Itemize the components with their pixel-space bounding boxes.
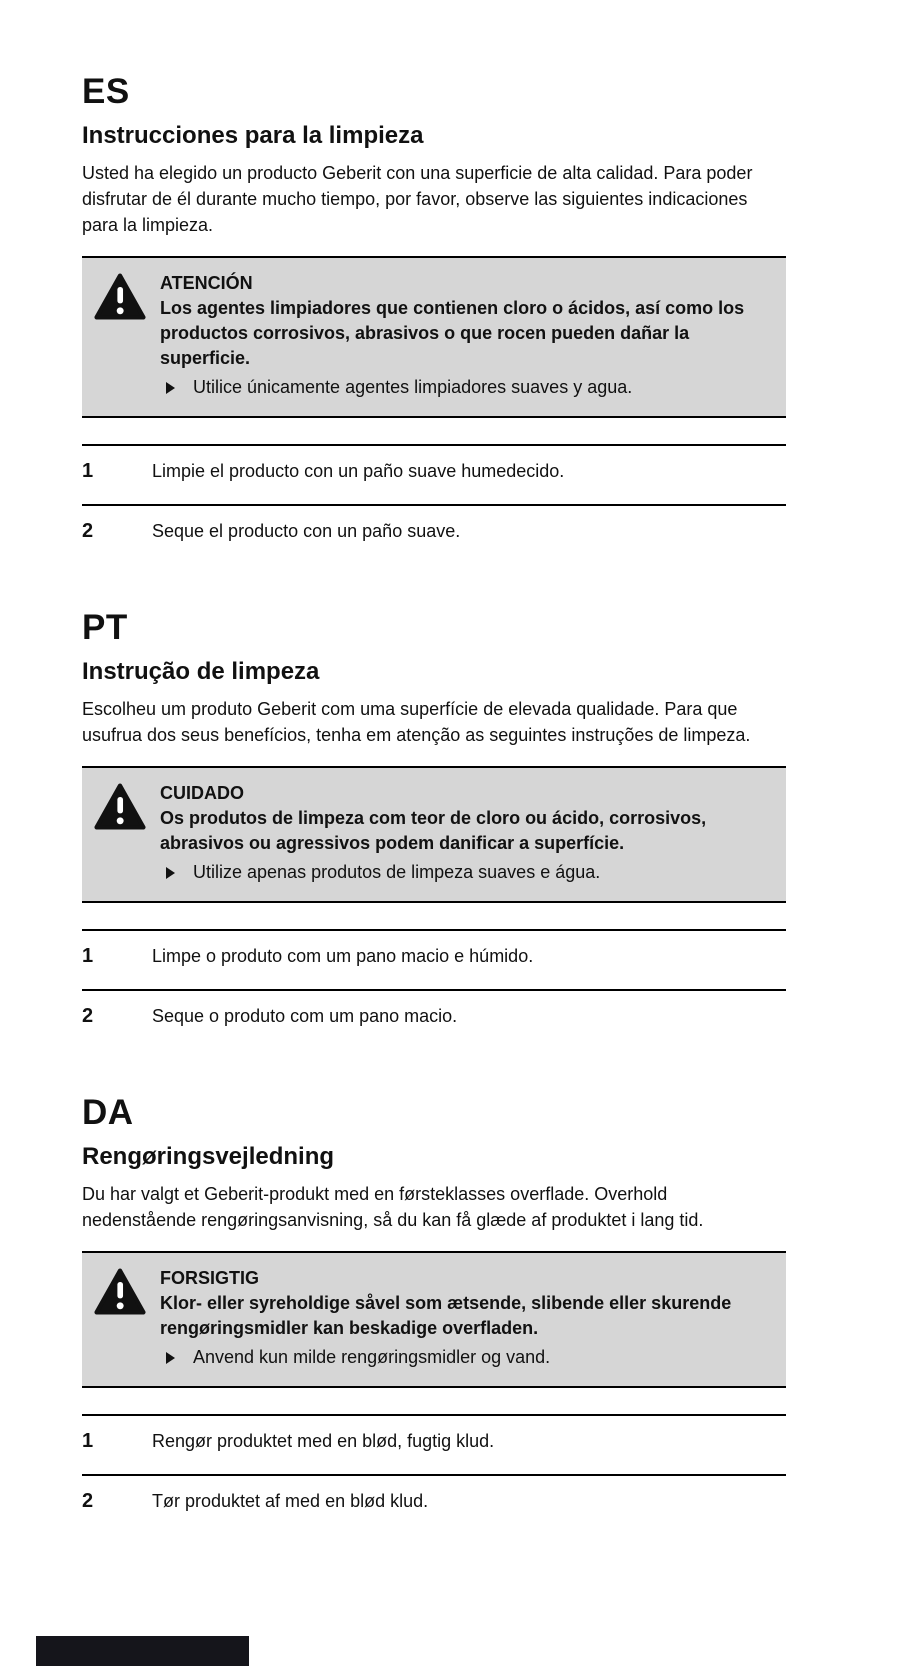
warning-action [160,1345,770,1370]
warning-content [160,781,770,885]
warning-triangle-icon [94,1268,146,1320]
section-title: Rengøringsvejledning [82,1143,335,1170]
step-number: 1 [82,945,94,967]
section-title: Instrucciones para la limpieza [82,122,424,149]
step-text: Seque el producto con un paño suave. [152,521,461,541]
step-number: 2 [82,520,94,542]
section-pt [82,608,786,1049]
language-heading: DA [82,1093,134,1132]
section-title: Instrução de limpeza [82,658,320,685]
step-row [82,929,786,989]
warning-body: Los agentes limpiadores que contienen cloro o ácidos, así como los productos corrosivos, abrasivos o que rocen pueden dañar la superficie. [160,298,745,368]
section-es [82,72,786,564]
arrow-bullet-icon [166,1352,175,1364]
step-number: 2 [82,1005,94,1027]
warning-box [82,256,786,418]
warning-title: CUIDADO [160,783,244,803]
step-text: Seque o produto com um pano macio. [152,1006,458,1026]
step-text: Tør produktet af med en blød klud. [152,1491,429,1511]
warning-content [160,271,770,400]
step-row [82,504,786,564]
intro-paragraph: Usted ha elegido un producto Geberit con una superficie de alta calidad. Para poder disfrutar de él durante mucho tiempo, por favor, observe las siguientes indicaciones para la limpieza. [82,163,753,235]
warning-box [82,1251,786,1388]
warning-action [160,375,770,400]
steps-list [82,1414,786,1534]
warning-triangle-icon [94,783,146,835]
steps-list [82,929,786,1049]
warning-body: Os produtos de limpeza com teor de cloro ou ácido, corrosivos, abrasivos ou agressivos podem danificar a superfície. [160,808,707,853]
warning-title: ATENCIÓN [160,273,253,293]
step-text: Rengør produktet med en blød, fugtig klud. [152,1431,495,1451]
step-row [82,989,786,1049]
warning-action-text: Anvend kun milde rengøringsmidler og vand. [193,1347,551,1367]
step-text: Limpe o produto com um pano macio e húmido. [152,946,534,966]
intro-paragraph: Escolheu um produto Geberit com uma superfície de elevada qualidade. Para que usufrua dos seus benefícios, tenha em atenção as seguintes instruções de limpeza. [82,699,751,745]
step-number: 1 [82,1430,94,1452]
step-row [82,444,786,504]
warning-action-text: Utilice únicamente agentes limpiadores suaves y agua. [193,377,633,397]
step-number: 2 [82,1490,94,1512]
warning-content [160,1266,770,1370]
step-row [82,1474,786,1534]
warning-action [160,860,770,885]
warning-action-text: Utilize apenas produtos de limpeza suaves e água. [193,862,601,882]
intro-paragraph: Du har valgt et Geberit-produkt med en førsteklasses overflade. Overhold nedenstående rengøringsanvisning, så du kan få glæde af produktet i lang tid. [82,1184,704,1230]
step-row [82,1414,786,1474]
step-text: Limpie el producto con un paño suave humedecido. [152,461,565,481]
warning-box [82,766,786,903]
footer-bar [36,1636,249,1666]
arrow-bullet-icon [166,382,175,394]
section-da [82,1093,786,1534]
steps-list [82,444,786,564]
warning-triangle-icon [94,273,146,325]
step-number: 1 [82,460,94,482]
language-heading: PT [82,608,128,647]
language-heading: ES [82,72,130,111]
arrow-bullet-icon [166,867,175,879]
warning-body: Klor- eller syreholdige såvel som ætsende, slibende eller skurende rengøringsmidler kan beskadige overfladen. [160,1293,732,1338]
warning-title: FORSIGTIG [160,1268,259,1288]
